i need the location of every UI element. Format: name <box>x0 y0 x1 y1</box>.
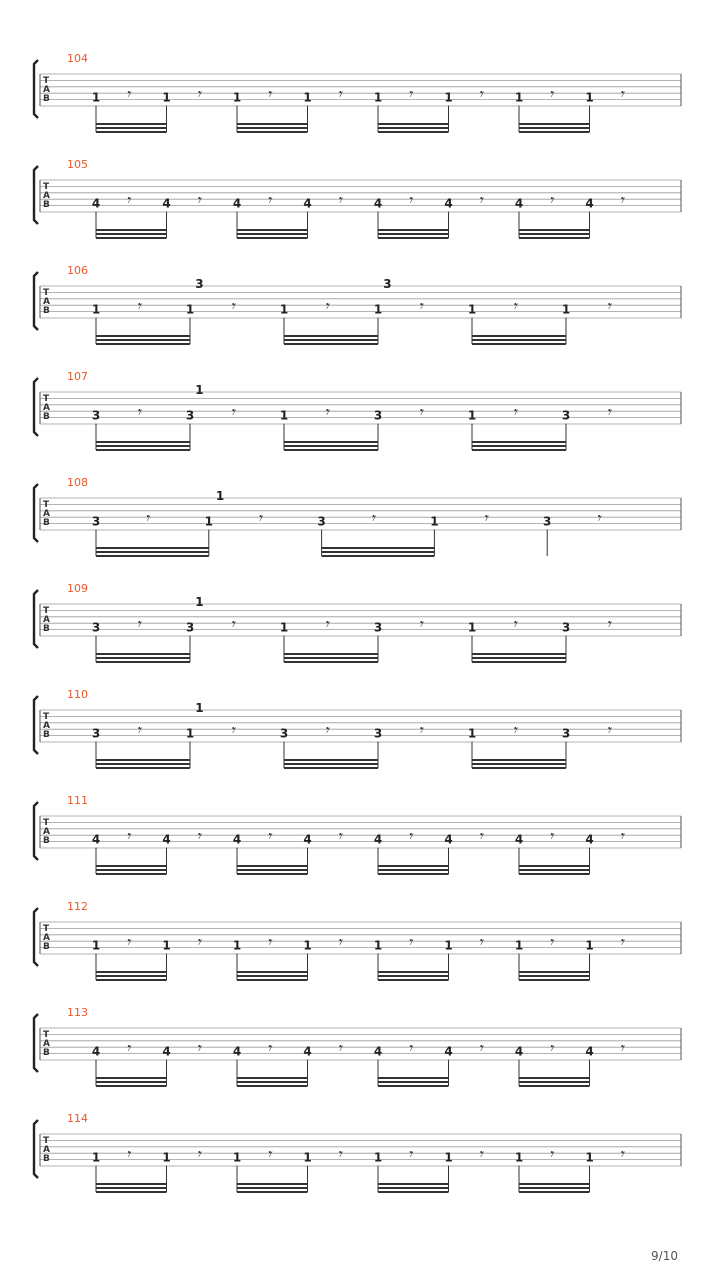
fret-number: 3 <box>373 408 383 423</box>
fret-number: 1 <box>585 90 594 105</box>
fret-number: 3 <box>91 514 101 529</box>
tab-clef-letter: A <box>43 933 50 943</box>
rest-symbol: 𝄾 <box>548 932 553 952</box>
fret-number: 1 <box>303 90 312 105</box>
rest-symbol: 𝄾 <box>337 1038 342 1058</box>
system-105 <box>34 158 681 238</box>
rest-symbol: 𝄾 <box>266 190 271 210</box>
rest-symbol: 𝄾 <box>478 190 483 210</box>
system-110 <box>34 688 681 768</box>
rest-symbol: 𝄾 <box>144 508 149 528</box>
tab-clef-letter: A <box>43 509 50 519</box>
rest-symbol: 𝄾 <box>619 1038 624 1058</box>
fret-number: 1 <box>303 938 312 953</box>
fret-number: 3 <box>543 514 552 529</box>
tab-clef-letter: T <box>43 288 50 298</box>
system-bracket <box>34 166 38 224</box>
tab-clef-letter: A <box>43 615 50 625</box>
rest-symbol: 𝄾 <box>512 296 517 316</box>
tab-clef-letter: T <box>43 76 50 86</box>
fret-number: 1 <box>162 938 171 953</box>
measure-number: 106 <box>67 264 88 277</box>
fret-number: 4 <box>303 1044 312 1059</box>
system-112 <box>34 900 681 980</box>
system-113 <box>34 1006 681 1086</box>
rest-symbol: 𝄾 <box>483 508 488 528</box>
rest-symbol: 𝄾 <box>125 826 130 846</box>
tab-clef-letter: A <box>43 721 50 731</box>
rest-symbol: 𝄾 <box>266 1144 271 1164</box>
fret-number: 1 <box>444 90 453 105</box>
fret-number: 4 <box>162 832 171 847</box>
system-bracket <box>34 1014 38 1072</box>
fret-number: 4 <box>91 1044 101 1059</box>
fret-number: 3 <box>561 408 571 423</box>
tab-clef-letter: T <box>43 1136 50 1146</box>
tab-clef-letter: B <box>43 624 50 634</box>
fret-number: 1 <box>279 408 289 423</box>
rest-symbol: 𝄾 <box>125 1144 130 1164</box>
fret-number: 1 <box>232 938 242 953</box>
tab-clef-letter: T <box>43 182 50 192</box>
measure-number: 107 <box>67 370 88 383</box>
rest-symbol: 𝄾 <box>337 190 342 210</box>
rest-symbol: 𝄾 <box>407 190 412 210</box>
rest-symbol: 𝄾 <box>196 1038 201 1058</box>
rest-symbol: 𝄾 <box>619 1144 624 1164</box>
tab-clef-letter: A <box>43 403 50 413</box>
system-bracket <box>34 908 38 966</box>
rest-symbol: 𝄾 <box>196 932 201 952</box>
fret-number: 1 <box>279 620 289 635</box>
rest-symbol: 𝄾 <box>478 84 483 104</box>
fret-number: 4 <box>514 196 524 211</box>
fret-number: 1 <box>444 938 453 953</box>
rest-symbol: 𝄾 <box>418 614 423 634</box>
tab-clef-letter: B <box>43 730 50 740</box>
rest-symbol: 𝄾 <box>196 1144 201 1164</box>
fret-number: 4 <box>232 832 242 847</box>
fret-number-upper: 1 <box>195 595 204 609</box>
rest-symbol: 𝄾 <box>136 296 141 316</box>
fret-number: 4 <box>444 832 453 847</box>
rest-symbol: 𝄾 <box>125 190 130 210</box>
tab-clef-letter: B <box>43 518 50 528</box>
fret-number: 4 <box>585 832 594 847</box>
fret-number: 1 <box>514 90 524 105</box>
fret-number: 4 <box>585 1044 594 1059</box>
fret-number: 3 <box>317 514 326 529</box>
rest-symbol: 𝄾 <box>548 84 553 104</box>
system-bracket <box>34 802 38 860</box>
rest-symbol: 𝄾 <box>266 84 271 104</box>
fret-number: 1 <box>585 1150 594 1165</box>
fret-number: 3 <box>373 620 383 635</box>
fret-number: 1 <box>91 302 101 317</box>
measure-number: 114 <box>67 1112 88 1125</box>
rest-symbol: 𝄾 <box>370 508 375 528</box>
rest-symbol: 𝄾 <box>337 84 342 104</box>
fret-number: 1 <box>467 302 477 317</box>
rest-symbol: 𝄾 <box>407 1038 412 1058</box>
system-114 <box>34 1112 681 1192</box>
rest-symbol: 𝄾 <box>548 190 553 210</box>
measure-number: 105 <box>67 158 88 171</box>
rest-symbol: 𝄾 <box>125 1038 130 1058</box>
rest-symbol: 𝄾 <box>619 84 624 104</box>
fret-number: 3 <box>561 620 571 635</box>
rest-symbol: 𝄾 <box>478 1144 483 1164</box>
rest-symbol: 𝄾 <box>407 932 412 952</box>
fret-number: 3 <box>185 408 195 423</box>
fret-number-upper: 3 <box>195 277 204 291</box>
fret-number-upper: 3 <box>383 277 392 291</box>
system-bracket <box>34 272 38 330</box>
fret-number: 4 <box>91 196 101 211</box>
page-number: 9/10 <box>651 1249 678 1263</box>
rest-symbol: 𝄾 <box>337 932 342 952</box>
rest-symbol: 𝄾 <box>407 84 412 104</box>
rest-symbol: 𝄾 <box>230 720 235 740</box>
fret-number: 4 <box>444 1044 453 1059</box>
system-bracket <box>34 484 38 542</box>
rest-symbol: 𝄾 <box>266 1038 271 1058</box>
measure-number: 113 <box>67 1006 88 1019</box>
fret-number: 3 <box>185 620 195 635</box>
fret-number-upper: 1 <box>195 383 204 397</box>
rest-symbol: 𝄾 <box>125 932 130 952</box>
tab-clef-letter: B <box>43 200 50 210</box>
rest-symbol: 𝄾 <box>125 84 130 104</box>
measure-number: 112 <box>67 900 88 913</box>
fret-number: 1 <box>373 302 383 317</box>
rest-symbol: 𝄾 <box>230 296 235 316</box>
system-108 <box>34 476 681 556</box>
rest-symbol: 𝄾 <box>136 614 141 634</box>
system-bracket <box>34 378 38 436</box>
fret-number: 4 <box>162 196 171 211</box>
rest-symbol: 𝄾 <box>512 720 517 740</box>
tab-clef-letter: A <box>43 1039 50 1049</box>
rest-symbol: 𝄾 <box>230 402 235 422</box>
fret-number: 1 <box>373 938 383 953</box>
system-bracket <box>34 1120 38 1178</box>
tab-clef-letter: A <box>43 85 50 95</box>
measure-number: 104 <box>67 52 88 65</box>
tab-clef-letter: T <box>43 818 50 828</box>
tab-clef-letter: T <box>43 606 50 616</box>
measure-number: 111 <box>67 794 88 807</box>
rest-symbol: 𝄾 <box>418 720 423 740</box>
rest-symbol: 𝄾 <box>548 826 553 846</box>
tab-clef-letter: A <box>43 827 50 837</box>
rest-symbol: 𝄾 <box>548 1144 553 1164</box>
fret-number: 4 <box>444 196 453 211</box>
tab-clef-letter: A <box>43 191 50 201</box>
rest-symbol: 𝄾 <box>619 190 624 210</box>
fret-number: 1 <box>373 1150 383 1165</box>
fret-number: 3 <box>91 620 101 635</box>
rest-symbol: 𝄾 <box>324 720 329 740</box>
fret-number-upper: 1 <box>195 701 204 715</box>
rest-symbol: 𝄾 <box>418 402 423 422</box>
tab-clef-letter: T <box>43 500 50 510</box>
rest-symbol: 𝄾 <box>595 508 601 528</box>
fret-number: 4 <box>373 1044 383 1059</box>
fret-number: 4 <box>514 832 524 847</box>
fret-number: 1 <box>91 90 101 105</box>
rest-symbol: 𝄾 <box>512 402 517 422</box>
fret-number: 1 <box>232 90 242 105</box>
fret-number: 1 <box>430 514 439 529</box>
rest-symbol: 𝄾 <box>337 826 342 846</box>
tab-clef-letter: B <box>43 942 50 952</box>
rest-symbol: 𝄾 <box>606 296 611 316</box>
system-bracket <box>34 696 38 754</box>
fret-number: 1 <box>373 90 383 105</box>
rest-symbol: 𝄾 <box>324 614 329 634</box>
rest-symbol: 𝄾 <box>548 1038 553 1058</box>
fret-number: 3 <box>91 726 101 741</box>
fret-number: 4 <box>232 1044 242 1059</box>
fret-number: 4 <box>585 196 594 211</box>
system-111 <box>34 794 681 874</box>
tab-clef-letter: A <box>43 1145 50 1155</box>
system-106 <box>34 264 681 344</box>
rest-symbol: 𝄾 <box>230 614 235 634</box>
rest-symbol: 𝄾 <box>257 508 262 528</box>
rest-symbol: 𝄾 <box>196 826 201 846</box>
tab-clef-letter: A <box>43 297 50 307</box>
fret-number: 4 <box>91 832 101 847</box>
rest-symbol: 𝄾 <box>266 826 271 846</box>
rest-symbol: 𝄾 <box>478 826 483 846</box>
fret-number: 1 <box>162 1150 171 1165</box>
tab-clef-letter: T <box>43 1030 50 1040</box>
fret-number: 4 <box>232 196 242 211</box>
fret-number-upper: 1 <box>215 489 225 503</box>
fret-number: 1 <box>561 302 571 317</box>
tab-clef-letter: B <box>43 1048 50 1058</box>
tab-clef-letter: T <box>43 712 50 722</box>
fret-number: 1 <box>185 726 195 741</box>
rest-symbol: 𝄾 <box>337 1144 342 1164</box>
fret-number: 1 <box>91 1150 101 1165</box>
rest-symbol: 𝄾 <box>136 720 141 740</box>
fret-number: 4 <box>373 832 383 847</box>
rest-symbol: 𝄾 <box>324 402 329 422</box>
fret-number: 1 <box>185 302 195 317</box>
fret-number: 1 <box>585 938 594 953</box>
tab-clef-letter: T <box>43 394 50 404</box>
rest-symbol: 𝄾 <box>266 932 271 952</box>
fret-number: 4 <box>373 196 383 211</box>
rest-symbol: 𝄾 <box>512 614 517 634</box>
measure-number: 109 <box>67 582 88 595</box>
tab-clef-letter: T <box>43 924 50 934</box>
rest-symbol: 𝄾 <box>418 296 423 316</box>
tab-clef-letter: B <box>43 94 50 104</box>
fret-number: 4 <box>303 832 312 847</box>
fret-number: 1 <box>91 938 101 953</box>
rest-symbol: 𝄾 <box>478 1038 483 1058</box>
fret-number: 3 <box>279 726 289 741</box>
measure-number: 110 <box>67 688 88 701</box>
fret-number: 1 <box>279 302 289 317</box>
rest-symbol: 𝄾 <box>606 402 611 422</box>
measure-number: 108 <box>67 476 88 489</box>
fret-number: 1 <box>303 1150 312 1165</box>
rest-symbol: 𝄾 <box>324 296 329 316</box>
tab-clef-letter: B <box>43 1154 50 1164</box>
fret-number: 1 <box>162 90 171 105</box>
fret-number: 4 <box>162 1044 171 1059</box>
rest-symbol: 𝄾 <box>407 826 412 846</box>
rest-symbol: 𝄾 <box>407 1144 412 1164</box>
rest-symbol: 𝄾 <box>196 190 201 210</box>
fret-number: 4 <box>514 1044 524 1059</box>
fret-number: 3 <box>91 408 101 423</box>
rest-symbol: 𝄾 <box>619 826 624 846</box>
fret-number: 1 <box>204 514 213 529</box>
fret-number: 1 <box>467 726 477 741</box>
fret-number: 4 <box>303 196 312 211</box>
fret-number: 1 <box>514 1150 524 1165</box>
system-107 <box>34 370 681 450</box>
tab-clef-letter: B <box>43 836 50 846</box>
rest-symbol: 𝄾 <box>606 614 611 634</box>
fret-number: 1 <box>232 1150 242 1165</box>
fret-number: 3 <box>373 726 383 741</box>
fret-number: 1 <box>444 1150 453 1165</box>
system-109 <box>34 582 681 662</box>
tab-clef-letter: B <box>43 412 50 422</box>
rest-symbol: 𝄾 <box>196 84 201 104</box>
rest-symbol: 𝄾 <box>478 932 483 952</box>
rest-symbol: 𝄾 <box>136 402 141 422</box>
system-104 <box>34 52 681 132</box>
rest-symbol: 𝄾 <box>606 720 611 740</box>
fret-number: 1 <box>514 938 524 953</box>
fret-number: 1 <box>467 408 477 423</box>
system-bracket <box>34 60 38 118</box>
fret-number: 3 <box>561 726 571 741</box>
tab-clef-letter: B <box>43 306 50 316</box>
rest-symbol: 𝄾 <box>619 932 624 952</box>
fret-number: 1 <box>467 620 477 635</box>
system-bracket <box>34 590 38 648</box>
